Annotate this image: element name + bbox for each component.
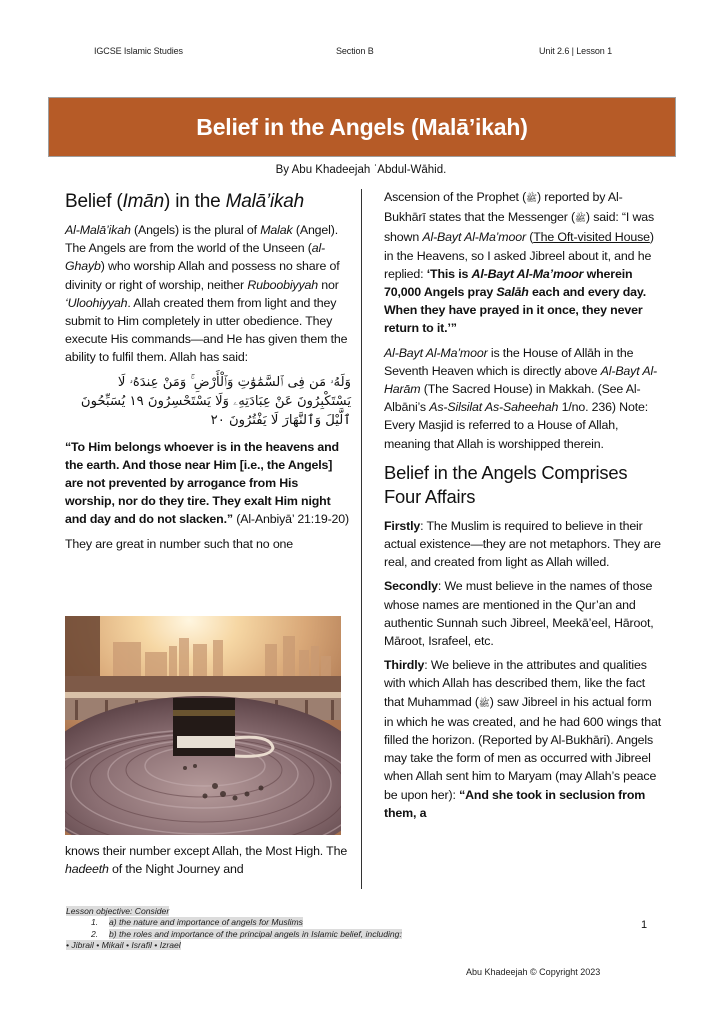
section-heading-iman: Belief (Imān) in the Malā’ikah	[65, 191, 305, 212]
after-photo-paragraph: knows their number except Allah, the Most High. The hadeeth of the Night Journey and	[65, 844, 348, 877]
firstly-paragraph: Firstly: The Muslim is required to believe in their actual existence—they are not metaphors. They are real, and created from light as Allah willed.	[384, 518, 661, 570]
salutation-glyph: ﷺ	[478, 698, 490, 709]
section-heading-four-affairs: Belief in the Angels Comprises Four Affairs	[384, 461, 628, 508]
verse-translation: “To Him belongs whoever is in the heavens and the earth. And those near Him [i.e., the Angels] are not prevented by arrogance from His worship, nor do they tire. They exalt Him night and day and do not slacken.” (Al-Anbiyā’ 21:19-20)	[65, 439, 350, 527]
objective-title: Lesson objective: Consider	[66, 906, 170, 916]
kaaba-photo	[65, 616, 341, 835]
oft-visited-house-underline: The Oft-visited House	[533, 230, 650, 245]
header-unit-lesson: Unit 2.6 | Lesson 1	[539, 46, 612, 56]
author-byline: By Abu Khadeejah ʿAbdul-Wāhid.	[275, 164, 447, 176]
header-section: Section B	[336, 46, 374, 56]
intro-paragraph: Al-Malā’ikah (Angels) is the plural of Malak (Angel). The Angels are from the world of the Unseen (al-Ghayb) who worship Allah and possess no share of divinity or right of worship, neither Ruboobiyyah nor ‘Uloohiyyah. Allah created them from light and they submit to Him completely in utter obedience. They execute His commands—and He has given them the ability to fulfil them. Allah has said:	[65, 223, 348, 365]
bayt-mamoor-paragraph: Al-Bayt Al-Ma’moor is the House of Allāh in the Seventh Heaven which is directly above Al-Bayt Al-Harām (The Sacred House) in Makkah. (See Al-Albāni’s As-Silsilat As-Saheehah 1/no. 236) Note: Every Masjid is referred to a House of Allah, meaning that Allah is worshipped therein.	[384, 345, 658, 451]
secondly-paragraph: Secondly: We must believe in the names of those whose names are mentioned in the Qur’an and authentic Sunnah such Jibreel, Meekā’eel, Hāroot, Māroot, Israfeel, etc.	[384, 579, 654, 649]
objective-item: 2. b) the roles and importance of the principal angels in Islamic belief, including:	[91, 928, 402, 939]
left-column	[65, 189, 351, 559]
header-course-title: IGCSE Islamic Studies	[94, 46, 183, 56]
salutation-glyph: ﷺ	[575, 214, 586, 225]
page-title: Belief in the Angels (Malā’ikah)	[196, 113, 528, 140]
page-number: 1	[641, 919, 648, 931]
quran-verse-arabic: وَلَهُۥ مَن فِى ٱلسَّمَٰوَٰتِ وَٱلْأَرْضِ ۚ وَمَنْ عِندَهُۥ لَا يَسْتَكْبِرُونَ عَنْ عِبَادَتِهِۦ وَلَا يَسْتَحْسِرُونَ ١٩ يُسَبِّحُونَ ٱلَّيْلَ وَٱلنَّهَارَ لَا يَفْتُرُونَ ٢٠	[80, 374, 351, 428]
lesson-objective	[66, 906, 402, 952]
objective-angels-list: • Jibrail • Mikail • Israfil • Izrael	[66, 940, 181, 951]
objective-item: 1. a) the nature and importance of angels for Muslims	[91, 917, 303, 928]
thirdly-paragraph: Thirdly: We believe in the attributes and qualities with which Allah has described them, like the fact that Muhammad (ﷺ) saw Jibreel in his actual form in which he was created, and he had 600 wings that filled the horizon. (Reported by Al-Bukhāri). Angels may take the form of men as occurred with Jibreel when Allah sent him to Maryam (may Allah’s peace be upon her): “And she took in seclusion from them, a	[384, 658, 661, 820]
title-banner	[48, 97, 676, 157]
night-journey-paragraph: Ascension of the Prophet (ﷺ) reported by Al-Bukhārī states that the Messenger (ﷺ) said: “I was shown Al-Bayt Al-Ma’moor (The Oft-visited House) in the Heavens, so I asked Jibreel about it, and he replied: ‘This is Al-Bayt Al-Ma’moor wherein 70,000 Angels pray Salāh each and every day. When they have prayed in it once, they never return to it.’”	[384, 190, 655, 336]
column-divider	[361, 189, 362, 889]
number-paragraph: They are great in number such that no one	[65, 536, 294, 551]
salutation-glyph: ﷺ	[526, 194, 537, 204]
copyright-notice: Abu Khadeejah © Copyright 2023	[466, 967, 601, 977]
right-column	[384, 188, 664, 828]
